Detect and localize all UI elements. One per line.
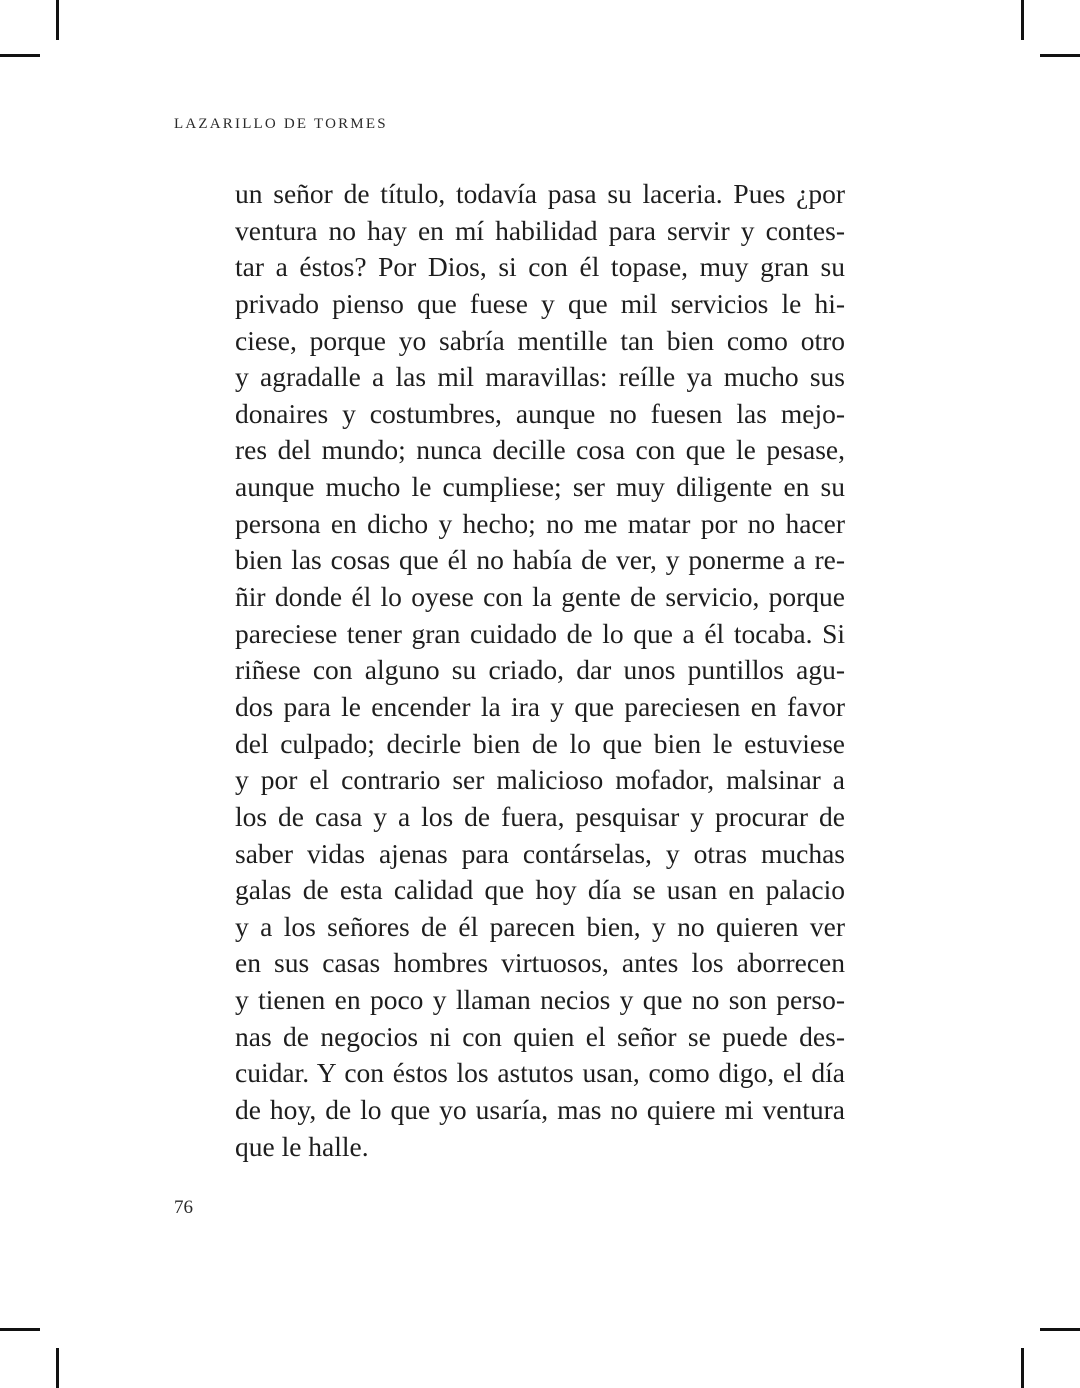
text-line: y por el contrario ser malicioso mofador, malsinar a [235,764,845,796]
crop-mark-bottom-left-vertical [56,1348,59,1388]
body-text [235,176,845,1165]
text-line: res del mundo; nunca decille cosa con que le pesase, [235,434,845,466]
text-line: del culpado; decirle bien de lo que bien le estuviese [235,727,845,759]
text-line: ventura no hay en mí habilidad para servir y contes- [235,214,845,246]
text-line: y agradalle a las mil maravillas: reílle ya mucho sus [235,361,845,393]
text-line: tar a éstos? Por Dios, si con él topase, muy gran su [235,251,845,283]
text-line: privado pienso que fuese y que mil servicios le hi- [235,287,845,319]
text-line: donaires y costumbres, aunque no fuesen las mejo- [235,397,845,429]
text-line: nas de negocios ni con quien el señor se puede des- [235,1020,845,1052]
text-line: cuidar. Y con éstos los astutos usan, como digo, el día [235,1057,845,1089]
text-line: persona en dicho y hecho; no me matar por no hacer [235,507,845,539]
text-line: en sus casas hombres virtuosos, antes los aborrecen [235,947,845,979]
text-line: aunque mucho le cumpliese; ser muy diligente en su [235,471,845,503]
text-line: y tienen en poco y llaman necios y que no son perso- [235,984,845,1016]
text-line: un señor de título, todavía pasa su laceria. Pues ¿por [235,178,845,209]
text-line: pareciese tener gran cuidado de lo que a él tocaba. Si [235,617,845,649]
crop-mark-top-right-horizontal [1040,54,1080,57]
crop-mark-bottom-right-horizontal [1040,1328,1080,1331]
crop-mark-bottom-right-vertical [1021,1348,1024,1388]
text-line: riñese con alguno su criado, dar unos puntillos agu- [235,654,845,686]
text-line: los de casa y a los de fuera, pesquisar y procurar de [235,800,845,832]
text-line: de hoy, de lo que yo usaría, mas no quiere mi ventura [235,1094,845,1126]
running-head: LAZARILLO DE TORMES [174,116,388,132]
text-line: y a los señores de él parecen bien, y no quieren ver [235,910,845,942]
text-line: ciese, porque yo sabría mentille tan bien como otro [235,324,845,356]
text-line: bien las cosas que él no había de ver, y ponerme a re- [235,544,845,576]
crop-mark-top-left-vertical [56,0,59,40]
text-line: ñir donde él lo oyese con la gente de servicio, porque [235,581,845,613]
page-number: 76 [174,1197,193,1218]
text-line: dos para le encender la ira y que pareciesen en favor [235,690,845,722]
crop-mark-top-left-horizontal [0,54,40,57]
text-line-last: que le halle. [235,1130,369,1162]
text-line: galas de esta calidad que hoy día se usan en palacio [235,874,845,906]
crop-mark-bottom-left-horizontal [0,1328,40,1331]
text-line: saber vidas ajenas para contárselas, y otras muchas [235,837,845,869]
crop-mark-top-right-vertical [1021,0,1024,40]
